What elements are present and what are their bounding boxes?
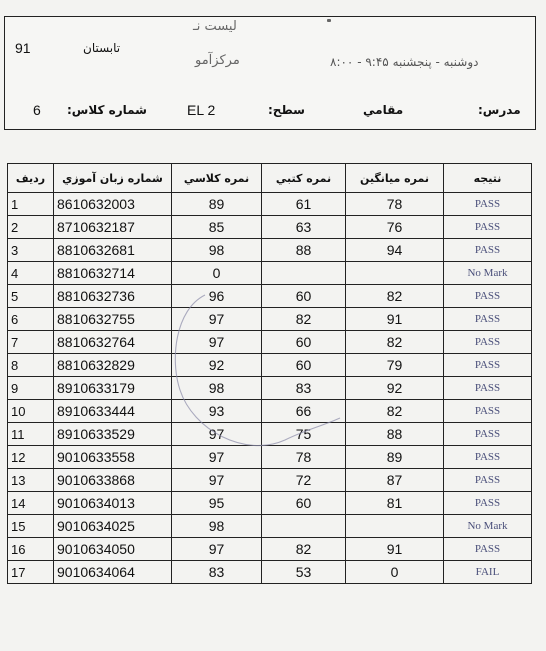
col-header-class-grade: نمره كلاسي xyxy=(172,164,262,193)
table-row xyxy=(8,400,532,423)
teacher-label: مدرس: xyxy=(478,103,521,117)
student-id-cell: 8810632714 xyxy=(54,262,172,285)
student-id-cell: 8910633179 xyxy=(54,377,172,400)
class-grade-cell: 83 xyxy=(172,561,262,584)
row-number-cell: 12 xyxy=(8,446,54,469)
table-row xyxy=(8,492,532,515)
result-cell: PASS xyxy=(444,423,532,446)
row-number-cell: 1 xyxy=(8,193,54,216)
written-grade-cell: 61 xyxy=(262,193,346,216)
result-cell: PASS xyxy=(444,469,532,492)
row-number-cell: 9 xyxy=(8,377,54,400)
result-cell: PASS xyxy=(444,377,532,400)
teacher-value: مقامي xyxy=(363,103,404,117)
written-grade-cell: 60 xyxy=(262,285,346,308)
student-id-cell: 9010634025 xyxy=(54,515,172,538)
row-number-cell: 2 xyxy=(8,216,54,239)
average-grade-cell: 87 xyxy=(346,469,444,492)
average-grade-cell: 78 xyxy=(346,193,444,216)
table-body xyxy=(8,193,532,584)
class-grade-cell: 97 xyxy=(172,538,262,561)
average-grade-cell: 82 xyxy=(346,331,444,354)
student-id-cell: 8910633444 xyxy=(54,400,172,423)
student-id-cell: 8810632736 xyxy=(54,285,172,308)
result-cell: PASS xyxy=(444,331,532,354)
table-row xyxy=(8,469,532,492)
row-number-cell: 16 xyxy=(8,538,54,561)
row-number-cell: 6 xyxy=(8,308,54,331)
result-cell: No Mark xyxy=(444,515,532,538)
written-grade-cell: 82 xyxy=(262,308,346,331)
schedule: دوشنبه - پنجشنبه ۹:۴۵ - ۸:۰۰ xyxy=(330,55,479,69)
class-grade-cell: 96 xyxy=(172,285,262,308)
table-row xyxy=(8,262,532,285)
written-grade-cell: 75 xyxy=(262,423,346,446)
class-number-label: شماره کلاس: xyxy=(67,103,147,117)
class-grade-cell: 97 xyxy=(172,331,262,354)
class-number-value: 6 xyxy=(33,102,41,118)
student-id-cell: 8810632681 xyxy=(54,239,172,262)
written-grade-cell: 66 xyxy=(262,400,346,423)
class-grade-cell: 97 xyxy=(172,446,262,469)
result-cell: PASS xyxy=(444,538,532,561)
table-row xyxy=(8,354,532,377)
student-id-cell: 9010634050 xyxy=(54,538,172,561)
class-grade-cell: 93 xyxy=(172,400,262,423)
student-id-cell: 9010634013 xyxy=(54,492,172,515)
result-cell: PASS xyxy=(444,354,532,377)
class-grade-cell: 98 xyxy=(172,515,262,538)
result-cell: PASS xyxy=(444,216,532,239)
average-grade-cell xyxy=(346,262,444,285)
class-grade-cell: 97 xyxy=(172,423,262,446)
center-fragment: مرکزآمو xyxy=(195,53,240,68)
student-id-cell: 8810632755 xyxy=(54,308,172,331)
table-row xyxy=(8,538,532,561)
row-number-cell: 8 xyxy=(8,354,54,377)
written-grade-cell: 53 xyxy=(262,561,346,584)
written-grade-cell: 72 xyxy=(262,469,346,492)
class-grade-cell: 89 xyxy=(172,193,262,216)
written-grade-cell: 63 xyxy=(262,216,346,239)
table-row xyxy=(8,423,532,446)
col-header-average-grade: نمره ميانگين xyxy=(346,164,444,193)
class-grade-cell: 85 xyxy=(172,216,262,239)
written-grade-cell xyxy=(262,515,346,538)
class-grade-cell: 95 xyxy=(172,492,262,515)
student-id-cell: 9010633868 xyxy=(54,469,172,492)
result-cell: FAIL xyxy=(444,561,532,584)
title-fragment: لیست نـ xyxy=(193,19,237,34)
average-grade-cell: 91 xyxy=(346,538,444,561)
table-row xyxy=(8,331,532,354)
average-grade-cell: 82 xyxy=(346,285,444,308)
average-grade-cell: 82 xyxy=(346,400,444,423)
average-grade-cell: 76 xyxy=(346,216,444,239)
written-grade-cell: 82 xyxy=(262,538,346,561)
result-cell: PASS xyxy=(444,492,532,515)
table-row xyxy=(8,308,532,331)
header-box xyxy=(4,16,536,130)
row-number-cell: 14 xyxy=(8,492,54,515)
table-row xyxy=(8,377,532,400)
level-label: سطح: xyxy=(268,103,305,117)
average-grade-cell: 79 xyxy=(346,354,444,377)
class-grade-cell: 98 xyxy=(172,239,262,262)
year: 91 xyxy=(15,40,31,56)
result-cell: PASS xyxy=(444,285,532,308)
student-id-cell: 8810632829 xyxy=(54,354,172,377)
level-value: EL 2 xyxy=(187,102,216,118)
row-number-cell: 17 xyxy=(8,561,54,584)
class-grade-cell: 98 xyxy=(172,377,262,400)
table-row xyxy=(8,446,532,469)
student-id-cell: 8910633529 xyxy=(54,423,172,446)
written-grade-cell: 60 xyxy=(262,354,346,377)
student-id-cell: 9010633558 xyxy=(54,446,172,469)
average-grade-cell: 92 xyxy=(346,377,444,400)
table-row xyxy=(8,561,532,584)
grades-table xyxy=(7,163,532,584)
written-grade-cell: 60 xyxy=(262,492,346,515)
average-grade-cell: 81 xyxy=(346,492,444,515)
student-id-cell: 9010634064 xyxy=(54,561,172,584)
term: تابستان xyxy=(83,41,121,55)
table-row xyxy=(8,515,532,538)
student-id-cell: 8710632187 xyxy=(54,216,172,239)
class-grade-cell: 97 xyxy=(172,308,262,331)
written-grade-cell: 88 xyxy=(262,239,346,262)
row-number-cell: 5 xyxy=(8,285,54,308)
average-grade-cell: 0 xyxy=(346,561,444,584)
class-grade-cell: 0 xyxy=(172,262,262,285)
written-grade-cell: 60 xyxy=(262,331,346,354)
row-number-cell: 13 xyxy=(8,469,54,492)
col-header-result: نتيجه xyxy=(444,164,532,193)
table-row xyxy=(8,216,532,239)
average-grade-cell: 88 xyxy=(346,423,444,446)
result-cell: PASS xyxy=(444,446,532,469)
row-number-cell: 4 xyxy=(8,262,54,285)
col-header-student-id: شماره زبان آموزي xyxy=(54,164,172,193)
col-header-written-grade: نمره کتبي xyxy=(262,164,346,193)
class-grade-cell: 92 xyxy=(172,354,262,377)
scan-speck xyxy=(327,19,331,22)
result-cell: PASS xyxy=(444,239,532,262)
row-number-cell: 15 xyxy=(8,515,54,538)
written-grade-cell: 78 xyxy=(262,446,346,469)
written-grade-cell xyxy=(262,262,346,285)
student-id-cell: 8610632003 xyxy=(54,193,172,216)
class-grade-cell: 97 xyxy=(172,469,262,492)
average-grade-cell xyxy=(346,515,444,538)
row-number-cell: 11 xyxy=(8,423,54,446)
table-row xyxy=(8,193,532,216)
result-cell: PASS xyxy=(444,308,532,331)
student-id-cell: 8810632764 xyxy=(54,331,172,354)
row-number-cell: 10 xyxy=(8,400,54,423)
result-cell: No Mark xyxy=(444,262,532,285)
average-grade-cell: 94 xyxy=(346,239,444,262)
table-header-row xyxy=(8,164,532,193)
average-grade-cell: 89 xyxy=(346,446,444,469)
average-grade-cell: 91 xyxy=(346,308,444,331)
col-header-row: رديف xyxy=(8,164,54,193)
result-cell: PASS xyxy=(444,400,532,423)
table-row xyxy=(8,239,532,262)
table-row xyxy=(8,285,532,308)
row-number-cell: 3 xyxy=(8,239,54,262)
row-number-cell: 7 xyxy=(8,331,54,354)
written-grade-cell: 83 xyxy=(262,377,346,400)
result-cell: PASS xyxy=(444,193,532,216)
